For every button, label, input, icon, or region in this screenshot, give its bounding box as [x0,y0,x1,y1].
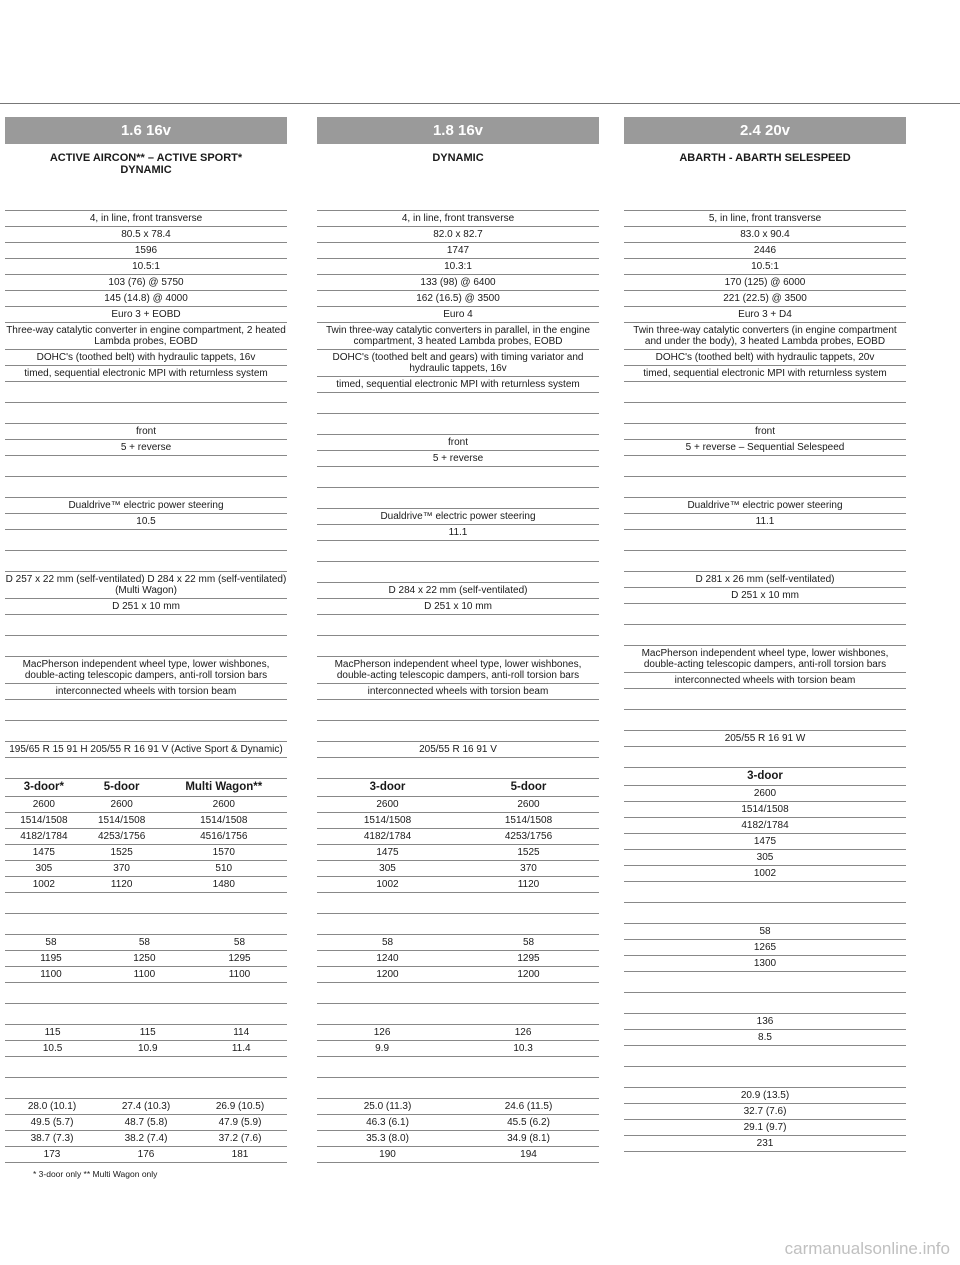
consumption-cell: 38.7 (7.3) [5,1131,99,1147]
variant-header: 5-door [83,779,161,797]
consumption-cell: 28.0 (10.1) [5,1099,99,1115]
consumption-cell: 173 [5,1147,99,1163]
consumption-cell: 29.1 (9.7) [624,1120,906,1136]
section-gap [624,1046,906,1067]
dimensions-cell: 2600 [458,797,599,813]
weights-cell: 58 [624,924,906,940]
engine-spec-row: DOHC's (toothed belt) with hydraulic tappets, 20v [624,350,906,366]
suspension-row: interconnected wheels with torsion beam [624,673,906,689]
spec-column-1-8 [317,117,599,1163]
performance-cell: 136 [624,1014,906,1030]
dimensions-cell: 2600 [317,797,458,813]
weights-cell: 1265 [624,940,906,956]
section-gap [317,541,599,562]
consumption-cell: 47.9 (5.9) [193,1115,287,1131]
performance-table [5,1025,287,1057]
brakes-row: D 251 x 10 mm [5,599,287,615]
brakes-row: D 251 x 10 mm [624,588,906,604]
section-gap [5,721,287,742]
section-gap [624,190,906,211]
dimensions-cell: 2600 [624,786,906,802]
section-gap [317,914,599,935]
dimensions-cell: 1514/1508 [317,813,458,829]
section-gap [624,604,906,625]
section-gap [624,1067,906,1088]
section-gap [624,530,906,551]
weights-cell: 1100 [97,967,192,983]
engine-spec-row: timed, sequential electronic MPI with returnless system [5,366,287,382]
engine-header: 2.4 20v [624,117,906,144]
section-gap [5,190,287,211]
dimensions-cell: 1475 [624,834,906,850]
section-gap [624,456,906,477]
engine-spec-row: 4, in line, front transverse [317,211,599,227]
weights-cell: 58 [317,935,458,951]
dimensions-cell: 1475 [5,845,83,861]
performance-cell: 115 [100,1025,195,1041]
section-gap [624,882,906,903]
section-gap [624,625,906,646]
suspension-row: MacPherson independent wheel type, lower wishbones, double-acting telescopic dampers, anti-roll torsion bars [5,657,287,684]
dimensions-cell: 1525 [458,845,599,861]
engine-spec-row: DOHC's (toothed belt) with hydraulic tappets, 16v [5,350,287,366]
consumption-cell: 34.9 (8.1) [458,1131,599,1147]
section-gap [624,710,906,731]
brakes-row: D 257 x 22 mm (self-ventilated) D 284 x 22 mm (self-ventilated) (Multi Wagon) [5,572,287,599]
engine-spec-row: 2446 [624,243,906,259]
weights-cell: 1300 [624,956,906,972]
engine-spec-row: 5, in line, front transverse [624,211,906,227]
consumption-cell: 231 [624,1136,906,1152]
dimensions-cell: 2600 [83,797,161,813]
consumption-table [624,1088,906,1152]
consumption-cell: 48.7 (5.8) [99,1115,193,1131]
section-gap [5,758,287,779]
engine-spec-row: 221 (22.5) @ 3500 [624,291,906,307]
variant-header: Multi Wagon** [161,779,287,797]
section-gap [5,1004,287,1025]
weights-cell: 1195 [5,951,97,967]
consumption-cell: 38.2 (7.4) [99,1131,193,1147]
dimensions-cell: 1514/1508 [83,813,161,829]
engine-spec-row: 1596 [5,243,287,259]
engine-spec-row: timed, sequential electronic MPI with returnless system [317,377,599,393]
engine-spec-row: 10.5:1 [624,259,906,275]
engine-spec-row: Three-way catalytic converter in engine compartment, 2 heated Lambda probes, EOBD [5,323,287,350]
engine-spec-row: 133 (98) @ 6400 [317,275,599,291]
engine-spec-row: 162 (16.5) @ 3500 [317,291,599,307]
trim-line: DYNAMIC [120,164,172,176]
section-gap [317,393,599,414]
section-gap [5,551,287,572]
engine-spec-row: 80.5 x 78.4 [5,227,287,243]
steering-row: 10.5 [5,514,287,530]
performance-cell: 126 [447,1025,599,1041]
performance-table [317,1025,599,1057]
consumption-cell: 20.9 (13.5) [624,1088,906,1104]
engine-spec-row: Twin three-way catalytic converters in parallel, in the engine compartment, 3 heated Lambda probes, EOBD [317,323,599,350]
suspension-row: interconnected wheels with torsion beam [5,684,287,700]
weights-cell: 1240 [317,951,458,967]
dimensions-cell: 1002 [624,866,906,882]
dimensions-table [317,779,599,893]
performance-cell: 126 [317,1025,447,1041]
dimensions-cell: 305 [5,861,83,877]
section-gap [624,993,906,1014]
spec-column-2-4 [624,117,906,1152]
dimensions-cell: 4182/1784 [624,818,906,834]
consumption-table [5,1099,287,1163]
engine-spec-row: 145 (14.8) @ 4000 [5,291,287,307]
variant-header: 3-door* [5,779,83,797]
steering-row: Dualdrive™ electric power steering [624,498,906,514]
dimensions-cell: 370 [83,861,161,877]
trim-names [624,144,906,190]
watermark: carmanualsonline.info [784,1239,950,1258]
section-gap [624,403,906,424]
dimensions-cell: 1514/1508 [624,802,906,818]
engine-spec-row: 10.5:1 [5,259,287,275]
dimensions-cell: 1525 [83,845,161,861]
brakes-row: D 284 x 22 mm (self-ventilated) [317,583,599,599]
trim-line: ACTIVE AIRCON** – ACTIVE SPORT* [49,152,243,164]
section-gap [317,414,599,435]
section-gap [5,477,287,498]
weights-cell: 1295 [192,951,287,967]
tyres-row: 195/65 R 15 91 H 205/55 R 16 91 V (Active Sport & Dynamic) [5,742,287,758]
performance-cell: 114 [195,1025,287,1041]
section-gap [624,972,906,993]
dimensions-cell: 1514/1508 [161,813,287,829]
consumption-cell: 27.4 (10.3) [99,1099,193,1115]
weights-cell: 1100 [192,967,287,983]
consumption-cell: 49.5 (5.7) [5,1115,99,1131]
section-gap [317,467,599,488]
dimensions-cell: 1002 [5,877,83,893]
consumption-cell: 46.3 (6.1) [317,1115,458,1131]
section-gap [317,488,599,509]
dimensions-cell: 2600 [161,797,287,813]
section-gap [624,689,906,710]
section-gap [5,403,287,424]
spec-column-1-6 [5,117,287,1179]
performance-cell: 8.5 [624,1030,906,1046]
consumption-cell: 25.0 (11.3) [317,1099,458,1115]
engine-header: 1.8 16v [317,117,599,144]
engine-spec-row: Euro 4 [317,307,599,323]
section-gap [624,903,906,924]
performance-cell: 10.9 [100,1041,195,1057]
dimensions-cell: 1120 [458,877,599,893]
section-gap [317,758,599,779]
performance-table [624,1014,906,1046]
dimensions-cell: 4253/1756 [83,829,161,845]
suspension-row: MacPherson independent wheel type, lower wishbones, double-acting telescopic dampers, anti-roll torsion bars [624,646,906,673]
top-rule [0,103,960,104]
dimensions-table [5,779,287,893]
section-gap [5,1078,287,1099]
consumption-table [317,1099,599,1163]
steering-row: Dualdrive™ electric power steering [317,509,599,525]
transmission-row: 5 + reverse [317,451,599,467]
dimensions-cell: 1514/1508 [5,813,83,829]
section-gap [317,190,599,211]
section-gap [317,1057,599,1078]
section-gap [5,456,287,477]
section-gap [624,382,906,403]
consumption-cell: 24.6 (11.5) [458,1099,599,1115]
weights-cell: 58 [97,935,192,951]
dimensions-cell: 2600 [5,797,83,813]
dimensions-cell: 1120 [83,877,161,893]
engine-spec-row: 1747 [317,243,599,259]
transmission-row: front [5,424,287,440]
trim-names [317,144,599,190]
transmission-row: front [624,424,906,440]
consumption-cell: 190 [317,1147,458,1163]
dimensions-cell: 4182/1784 [5,829,83,845]
dimensions-cell: 1514/1508 [458,813,599,829]
section-gap [317,983,599,1004]
tyres-row: 205/55 R 16 91 V [317,742,599,758]
section-gap [317,700,599,721]
engine-spec-row: 10.3:1 [317,259,599,275]
dimensions-cell: 1480 [161,877,287,893]
section-gap [5,1057,287,1078]
consumption-cell: 194 [458,1147,599,1163]
section-gap [5,700,287,721]
section-gap [317,615,599,636]
dimensions-cell: 305 [624,850,906,866]
trim-names [5,144,287,190]
weights-cell: 58 [5,935,97,951]
section-gap [624,477,906,498]
weights-cell: 1295 [458,951,599,967]
brakes-row: D 281 x 26 mm (self-ventilated) [624,572,906,588]
steering-row: Dualdrive™ electric power steering [5,498,287,514]
engine-spec-row: Twin three-way catalytic converters (in engine compartment and under the body), 3 heated Lambda probes, EOBD [624,323,906,350]
engine-spec-row: 82.0 x 82.7 [317,227,599,243]
section-gap [5,983,287,1004]
section-gap [5,893,287,914]
suspension-row: MacPherson independent wheel type, lower wishbones, double-acting telescopic dampers, anti-roll torsion bars [317,657,599,684]
variant-header: 3-door [624,768,906,786]
consumption-cell: 37.2 (7.6) [193,1131,287,1147]
suspension-row: interconnected wheels with torsion beam [317,684,599,700]
section-gap [317,1004,599,1025]
weights-cell: 58 [458,935,599,951]
section-gap [5,636,287,657]
brakes-row: D 251 x 10 mm [317,599,599,615]
consumption-cell: 26.9 (10.5) [193,1099,287,1115]
consumption-cell: 45.5 (6.2) [458,1115,599,1131]
section-gap [624,551,906,572]
performance-cell: 11.4 [195,1041,287,1057]
section-gap [624,747,906,768]
engine-spec-row: DOHC's (toothed belt and gears) with timing variator and hydraulic tappets, 16v [317,350,599,377]
weights-table [624,924,906,972]
performance-cell: 10.3 [447,1041,599,1057]
weights-cell: 1200 [317,967,458,983]
dimensions-cell: 4516/1756 [161,829,287,845]
engine-spec-row: Euro 3 + EOBD [5,307,287,323]
dimensions-cell: 4253/1756 [458,829,599,845]
tyres-row: 205/55 R 16 91 W [624,731,906,747]
transmission-row: 5 + reverse – Sequential Selespeed [624,440,906,456]
consumption-cell: 181 [193,1147,287,1163]
weights-table [317,935,599,983]
section-gap [317,562,599,583]
trim-line: ABARTH - ABARTH SELESPEED [679,152,851,164]
trim-line: DYNAMIC [432,152,484,164]
section-gap [317,893,599,914]
performance-cell: 9.9 [317,1041,447,1057]
engine-spec-row: 4, in line, front transverse [5,211,287,227]
consumption-cell: 32.7 (7.6) [624,1104,906,1120]
dimensions-cell: 370 [458,861,599,877]
engine-header: 1.6 16v [5,117,287,144]
engine-spec-row: Euro 3 + D4 [624,307,906,323]
steering-row: 11.1 [624,514,906,530]
weights-cell: 1250 [97,951,192,967]
weights-cell: 1200 [458,967,599,983]
variant-header: 5-door [458,779,599,797]
variant-header: 3-door [317,779,458,797]
dimensions-cell: 1570 [161,845,287,861]
dimensions-cell: 1002 [317,877,458,893]
engine-spec-row: 83.0 x 90.4 [624,227,906,243]
transmission-row: front [317,435,599,451]
section-gap [317,636,599,657]
weights-cell: 1100 [5,967,97,983]
performance-cell: 10.5 [5,1041,100,1057]
dimensions-cell: 4182/1784 [317,829,458,845]
performance-cell: 115 [5,1025,100,1041]
dimensions-cell: 510 [161,861,287,877]
dimensions-cell: 1475 [317,845,458,861]
steering-row: 11.1 [317,525,599,541]
consumption-cell: 176 [99,1147,193,1163]
section-gap [5,615,287,636]
engine-spec-row: timed, sequential electronic MPI with returnless system [624,366,906,382]
section-gap [5,914,287,935]
engine-spec-row: 103 (76) @ 5750 [5,275,287,291]
weights-cell: 58 [192,935,287,951]
footnote: * 3-door only ** Multi Wagon only [33,1169,158,1179]
dimensions-cell: 305 [317,861,458,877]
consumption-cell: 35.3 (8.0) [317,1131,458,1147]
section-gap [5,382,287,403]
engine-spec-row: 170 (125) @ 6000 [624,275,906,291]
weights-table [5,935,287,983]
section-gap [317,1078,599,1099]
dimensions-table [624,768,906,882]
transmission-row: 5 + reverse [5,440,287,456]
section-gap [317,721,599,742]
section-gap [5,530,287,551]
